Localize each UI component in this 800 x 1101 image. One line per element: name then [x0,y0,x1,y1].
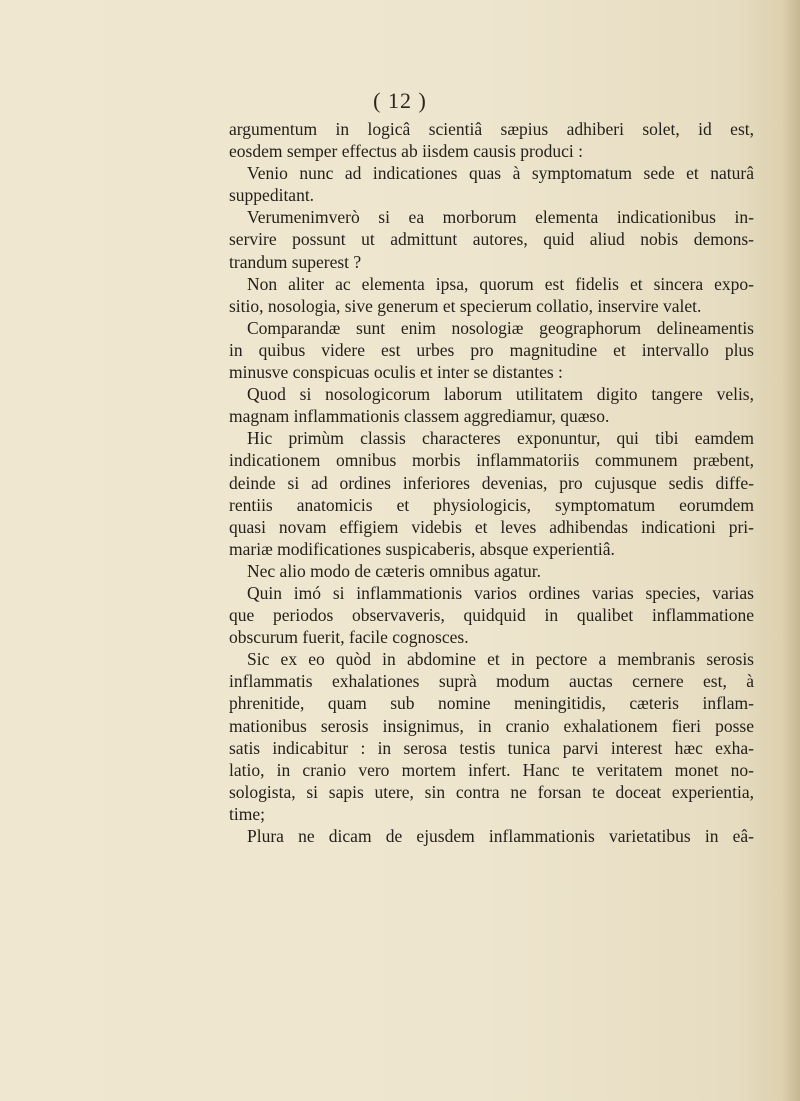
text-line: Nec alio modo de cæteris omnibus agatur. [247,560,542,581]
text-line: Hic primùm classis characteres exponuntur, qui tibi eamdem [247,428,754,449]
text-line: Comparandæ sunt enim nosologiæ geographorum delineamentis [247,317,754,338]
text-line: magnam inflammationis classem aggrediamur, quæso. [229,406,610,427]
text-line: servire possunt ut admittunt autores, quid aliud nobis demons- [229,229,754,250]
text-line: mariæ modificationes suspicaberis, absque experientiâ. [229,538,615,559]
text-line: mationibus serosis insignimus, in cranio exhalationem fieri posse [229,715,754,736]
text-line: suppeditant. [229,185,315,206]
text-line: trandum superest ? [229,251,362,272]
text-line: Quin imó si inflammationis varios ordines varias species, varias [247,582,754,603]
text-line: phrenitide, quam sub nomine meningitidis, cæteris inflam- [229,693,754,714]
text-line: Plura ne dicam de ejusdem inflammationis varietatibus in eâ- [247,826,754,846]
text-line: rentiis anatomicis et physiologicis, symptomatum eorumdem [229,494,754,515]
page-edge-shadow [782,0,800,1101]
text-line: minusve conspicuas oculis et inter se distantes : [229,362,563,383]
text-line: deinde si ad ordines inferiores devenias, pro cujusque sedis diffe- [229,472,754,493]
text-line: que periodos observaveris, quidquid in qualibet inflammatione [229,605,754,626]
text-line: obscurum fuerit, facile cognosces. [229,627,469,648]
page-number: ( 12 ) [373,88,427,113]
text-line: satis indicabitur : in serosa testis tunica parvi interest hæc exha- [229,737,754,758]
text-line: quasi novam effigiem videbis et leves adhibendas indicationi pri- [229,516,754,537]
text-line: indicationem omnibus morbis inflammatoriis communem præbent, [229,450,754,471]
text-line: Quod si nosologicorum laborum utilitatem digito tangere velis, [247,384,754,405]
body-text [229,118,754,847]
text-line: Non aliter ac elementa ipsa, quorum est fidelis et sincera expo- [247,273,754,294]
text-line: in quibus videre est urbes pro magnitudine et intervallo plus [229,339,754,360]
text-line: argumentum in logicâ scientiâ sæpius adhiberi solet, id est, [229,119,754,139]
text-line: Venio nunc ad indicationes quas à symptomatum sede et naturâ [247,163,754,184]
text-line: time; [229,803,265,824]
text-line: latio, in cranio vero mortem infert. Hanc te veritatem monet no- [229,759,754,780]
text-line: Sic ex eo quòd in abdomine et in pectore a membranis serosis [247,649,754,670]
text-line: eosdem semper effectus ab iisdem causis produci : [229,141,583,162]
text-line: sologista, si sapis utere, sin contra ne forsan te doceat experientia, [229,781,754,802]
text-line: inflammatis exhalationes suprà modum auctas cernere est, à [229,671,754,692]
text-line: Verumenimverò si ea morborum elementa indicationibus in- [247,207,754,228]
text-line: sitio, nosologia, sive generum et specierum collatio, inservire valet. [229,295,702,316]
